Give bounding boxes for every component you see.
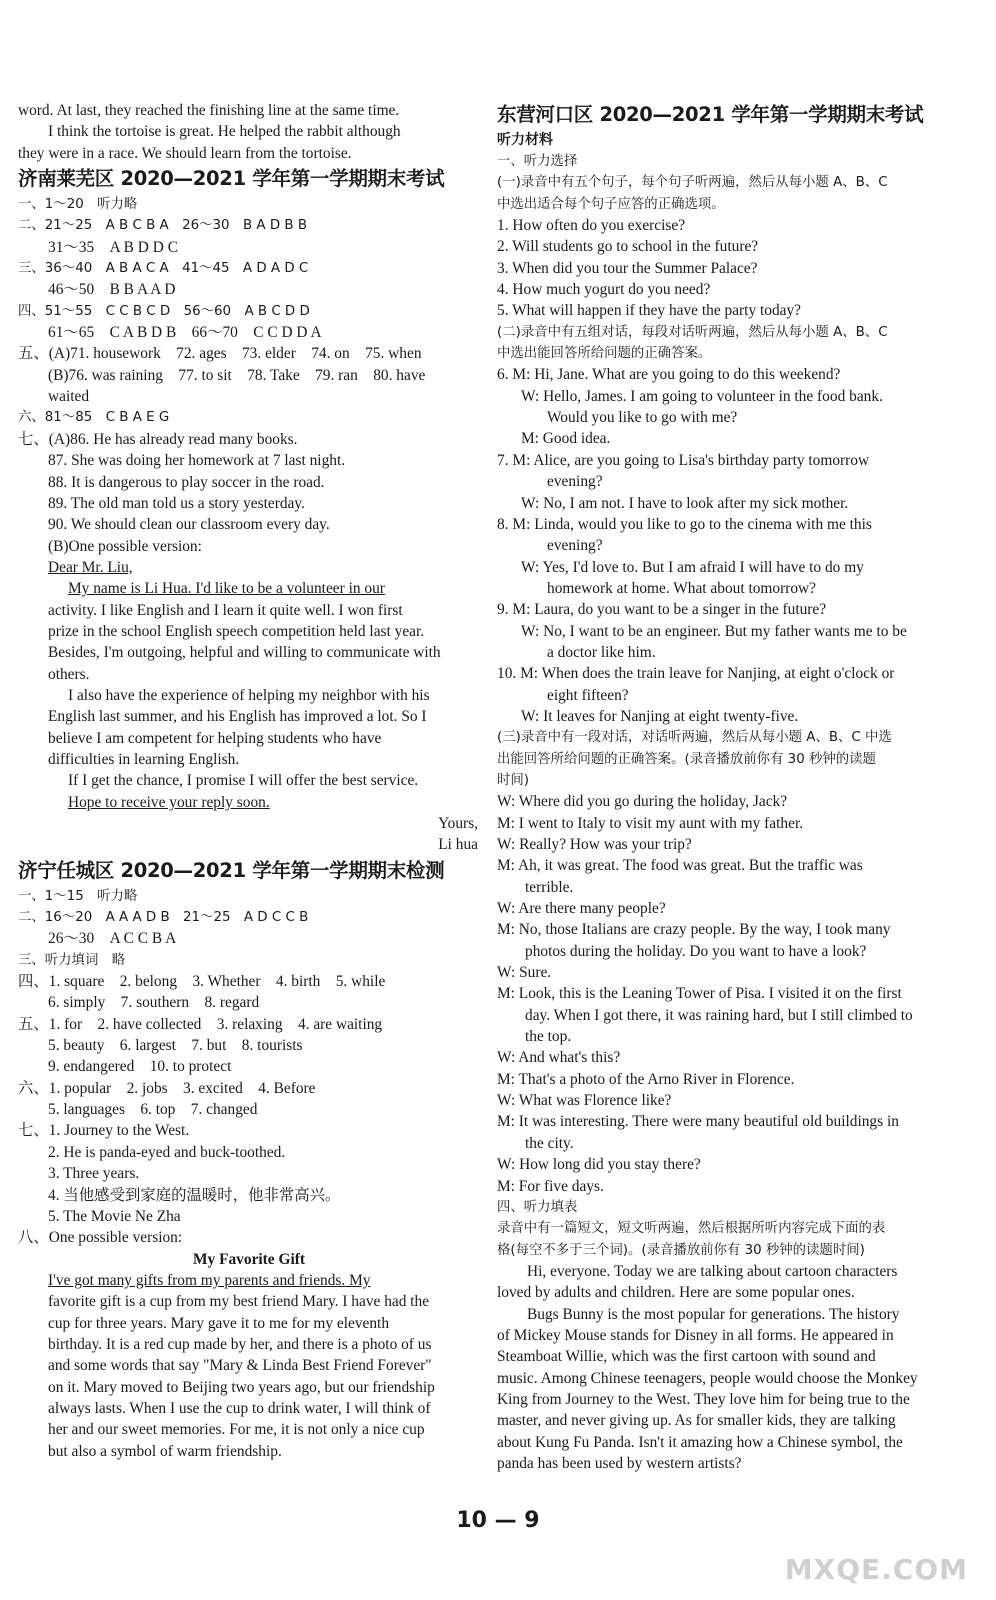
right-text-line: 5. What will happen if they have the party today? [497, 302, 802, 320]
left-text-line: but also a symbol of warm friendship. [48, 1442, 282, 1460]
right-text-line: 时间) [497, 772, 530, 788]
right-column [497, 100, 959, 1474]
left-text-line: 2. He is panda-eyed and buck-toothed. [48, 1143, 286, 1161]
left-text-line: 61～65 C A B D B 66～70 C C D D A [48, 324, 322, 342]
right-text-line: day. When I got there, it was raining hard, but I still climbed to [525, 1006, 913, 1024]
left-text-line: Li hua [438, 836, 478, 854]
right-text-line: W: And what's this? [497, 1049, 621, 1067]
left-text-line: 3. Three years. [48, 1165, 140, 1183]
right-text-line: 7. M: Alice, are you going to Lisa's birthday party tomorrow [497, 451, 870, 469]
right-text-line: W: Hello, James. I am going to volunteer in the food bank. [521, 387, 883, 405]
left-text-line: word. At last, they reached the finishing line at the same time. [18, 102, 400, 119]
left-text-line: 一、1～20 听力略 [18, 197, 138, 213]
right-text-line: 2. Will students go to school in the future? [497, 238, 759, 256]
right-text-line: M: Look, this is the Leaning Tower of Pisa. I visited it on the first [497, 985, 902, 1003]
right-text-line: W: Are there many people? [497, 900, 666, 918]
left-text-line: cup for three years. Mary gave it to me for my eleventh [48, 1314, 390, 1332]
left-text-line: 五、(A)71. housework 72. ages 73. elder 74. on 75. when [18, 345, 422, 363]
left-text-line: 89. The old man told us a story yesterday. [48, 494, 305, 512]
left-text-line: If I get the chance, I promise I will offer the best service. [68, 772, 419, 790]
right-text-line: Steamboat Willie, which was the first cartoon with sound and [497, 1348, 876, 1366]
left-text-line: My Favorite Gift [193, 1250, 305, 1268]
right-text-line: W: No, I want to be an engineer. But my father wants me to be [521, 622, 907, 640]
right-text-line: Would you like to go with me? [547, 409, 738, 427]
right-text-line: 出能回答所给问题的正确答案。(录音播放前你有 30 秒钟的读题 [497, 751, 876, 767]
watermark-text: MXQE.COM [784, 1553, 968, 1586]
left-text-line: 二、16～20 A A A D B 21～25 A D C C B [18, 910, 309, 926]
right-text-line: W: It leaves for Nanjing at eight twenty-five. [521, 707, 799, 725]
left-text-line: My name is Li Hua. I'd like to be a volunteer in our [68, 580, 385, 598]
right-text-line: homework at home. What about tomorrow? [547, 579, 816, 597]
left-text-line: 5. languages 6. top 7. changed [48, 1101, 258, 1119]
right-text-line: M: It was interesting. There were many beautiful old buildings in [497, 1113, 899, 1131]
right-text-line: Bugs Bunny is the most popular for generations. The history [527, 1305, 900, 1323]
left-text-line: Besides, I'm outgoing, helpful and willing to communicate with [48, 644, 441, 662]
page-number: 10 — 9 [456, 1508, 540, 1533]
left-text-line: Yours, [438, 815, 478, 832]
left-text-line: 46～50 B B A A D [48, 281, 176, 299]
left-text-line: and some words that say "Mary & Linda Best Friend Forever" [48, 1357, 432, 1375]
left-text-line: waited [48, 388, 90, 406]
right-text-line: master, and never giving up. As for smaller kids, they are talking [497, 1412, 896, 1430]
right-text-line: photos during the holiday. Do you want to have a look? [525, 942, 867, 960]
left-text-line: 26～30 A C C B A [48, 930, 177, 948]
right-text-line: (二)录音中有五组对话，每段对话听两遍，然后从每小题 A、B、C [497, 324, 888, 340]
left-text-line: (B)One possible version: [48, 537, 202, 555]
right-text-line: loved by adults and children. Here are some popular ones. [497, 1284, 855, 1302]
left-text-line: favorite gift is a cup from my best friend Mary. I have had the [48, 1293, 430, 1311]
left-text-line: they were in a race. We should learn from the tortoise. [18, 144, 352, 162]
right-text-line: the top. [525, 1028, 572, 1046]
left-text-line: 88. It is dangerous to play soccer in the road. [48, 473, 325, 491]
right-text-line: 中选出能回答所给问题的正确答案。 [497, 346, 712, 362]
right-text-line: M: No, those Italians are crazy people. By the way, I took many [497, 921, 891, 939]
right-text-line: W: No, I am not. I have to look after my sick mother. [521, 494, 849, 512]
right-text-line: M: That's a photo of the Arno River in Florence. [497, 1070, 795, 1088]
left-text-line: 87. She was doing her homework at 7 last night. [48, 452, 346, 470]
right-text-line: Hi, everyone. Today we are talking about cartoon characters [527, 1262, 898, 1280]
left-section-heading: 济南莱芜区 2020—2021 学年第一学期期末考试 [18, 167, 445, 191]
right-text-line: M: For five days. [497, 1177, 604, 1195]
left-text-line: her and our sweet memories. For me, it is not only a nice cup [48, 1421, 425, 1439]
left-text-line: 三、36～40 A B A C A 41～45 A D A D C [18, 261, 309, 277]
right-text-line: 10. M: When does the train leave for Nanjing, at eight o'clock or [497, 665, 895, 683]
right-text-line: 6. M: Hi, Jane. What are you going to do this weekend? [497, 366, 841, 384]
right-text-line: W: How long did you stay there? [497, 1156, 701, 1174]
left-text-line: 5. The Movie Ne Zha [48, 1207, 181, 1225]
left-text-line: 9. endangered 10. to protect [48, 1058, 232, 1076]
right-text-line: W: What was Florence like? [497, 1092, 672, 1110]
right-text-line: 8. M: Linda, would you like to go to the cinema with me this [497, 515, 872, 533]
right-text-line: W: Sure. [497, 964, 552, 982]
right-text-line: W: Where did you go during the holiday, Jack? [497, 793, 788, 811]
right-text-line: the city. [525, 1134, 574, 1152]
left-text-line: 八、One possible version: [18, 1229, 183, 1247]
right-text-line: 1. How often do you exercise? [497, 217, 686, 235]
left-text-line: 四、51～55 C C B C D 56～60 A B C D D [18, 303, 310, 319]
left-text-line: 31～35 A B D D C [48, 238, 178, 256]
right-text-line: 一、听力选择 [497, 154, 578, 169]
left-text-line: English last summer, and his English has improved a lot. So I [48, 708, 427, 726]
left-text-line: 七、1. Journey to the West. [18, 1122, 190, 1140]
right-section-heading: 东营河口区 2020—2021 学年第一学期期末考试 [497, 103, 924, 126]
left-text-line: 90. We should clean our classroom every day. [48, 516, 330, 534]
right-text-line: a doctor like him. [547, 643, 656, 661]
right-text-line: terrible. [525, 878, 574, 896]
right-text-line: eight fifteen? [547, 686, 629, 704]
left-text-line: 五、1. for 2. have collected 3. relaxing 4. are waiting [18, 1015, 383, 1033]
left-text-line: birthday. It is a red cup made by her, and there is a photo of us [48, 1335, 432, 1353]
right-text-line: M: I went to Italy to visit my aunt with my father. [497, 814, 804, 832]
right-text-line: 格(每空不多于三个词)。(录音播放前你有 30 秒钟的读题时间) [497, 1242, 865, 1258]
left-text-line: Dear Mr. Liu, [48, 558, 133, 576]
right-text-line: 录音中有一篇短文，短文听两遍，然后根据所听内容完成下面的表 [497, 1221, 886, 1237]
right-text-line: 3. When did you tour the Summer Palace? [497, 259, 758, 277]
left-text-line: 5. beauty 6. largest 7. but 8. tourists [48, 1037, 303, 1055]
right-text-line: 4. How much yogurt do you need? [497, 281, 711, 299]
left-text-line: 七、(A)86. He has already read many books. [18, 430, 298, 448]
left-text-line: others. [48, 665, 90, 683]
left-text-line: 二、21～25 A B C B A 26～30 B A D B B [18, 218, 308, 234]
left-section-heading: 济宁任城区 2020—2021 学年第一学期期末检测 [18, 858, 445, 882]
left-text-line: on it. Mary moved to Beijing two years ago, but our friendship [48, 1378, 435, 1396]
right-text-line: (一)录音中有五个句子，每个句子听两遍，然后从每小题 A、B、C [497, 175, 888, 191]
right-text-line: about Kung Fu Panda. Isn't it amazing how a Chinese symbol, the [497, 1433, 903, 1451]
left-column [18, 100, 480, 1462]
right-text-line: evening? [547, 473, 603, 491]
left-text-line: 六、81～85 C B A E G [18, 410, 170, 426]
right-text-line: M: Ah, it was great. The food was great. But the traffic was [497, 857, 863, 875]
right-text-line: evening? [547, 537, 603, 555]
left-text-line: believe I am competent for helping students who have [48, 729, 382, 747]
left-text-line: Hope to receive your reply soon. [68, 793, 270, 811]
left-text-line: 四、1. square 2. belong 3. Whether 4. birth 5. while [18, 973, 386, 991]
left-text-line: 六、1. popular 2. jobs 3. excited 4. Before [18, 1079, 316, 1097]
left-text-line: 4. 当他感受到家庭的温暖时，他非常高兴。 [48, 1186, 341, 1204]
right-text-line: (三)录音中有一段对话，对话听两遍，然后从每小题 A、B、C 中选 [497, 730, 892, 746]
right-text-line: 中选出适合每个句子应答的正确选项。 [497, 196, 725, 212]
right-text-line: music. Among Chinese teenagers, people would choose the Monkey [497, 1369, 918, 1387]
right-text-line: 听力材料 [497, 132, 553, 148]
left-text-line: prize in the school English speech competition held last year. [48, 622, 425, 640]
right-text-line: 9. M: Laura, do you want to be a singer in the future? [497, 601, 827, 619]
left-text-line: difficulties in learning English. [48, 750, 240, 768]
right-text-line: 四、听力填表 [497, 1199, 578, 1215]
left-text-line: I've got many gifts from my parents and friends. My [48, 1271, 371, 1289]
right-text-line: King from Journey to the West. They love him for being true to the [497, 1390, 910, 1408]
left-text-line: I also have the experience of helping my neighbor with his [68, 686, 430, 704]
left-text-line: I think the tortoise is great. He helped the rabbit although [48, 123, 401, 141]
right-text-line: M: Good idea. [521, 430, 611, 448]
left-text-line: 6. simply 7. southern 8. regard [48, 994, 260, 1012]
left-text-line: 三、听力填词 略 [18, 952, 126, 968]
left-text-line: 一、1～15 听力略 [18, 888, 138, 904]
left-text-line: activity. I like English and I learn it quite well. I won first [48, 601, 403, 619]
right-text-line: W: Yes, I'd love to. But I am afraid I will have to do my [521, 558, 864, 576]
right-text-line: W: Really? How was your trip? [497, 836, 692, 853]
right-text-line: of Mickey Mouse stands for Disney in all forms. He appeared in [497, 1326, 894, 1344]
left-text-line: (B)76. was raining 77. to sit 78. Take 79. ran 80. have [48, 366, 426, 384]
left-text-line: always lasts. When I use the cup to drink water, I will think of [48, 1399, 431, 1417]
right-text-line: panda has been used by western artists? [497, 1454, 742, 1472]
